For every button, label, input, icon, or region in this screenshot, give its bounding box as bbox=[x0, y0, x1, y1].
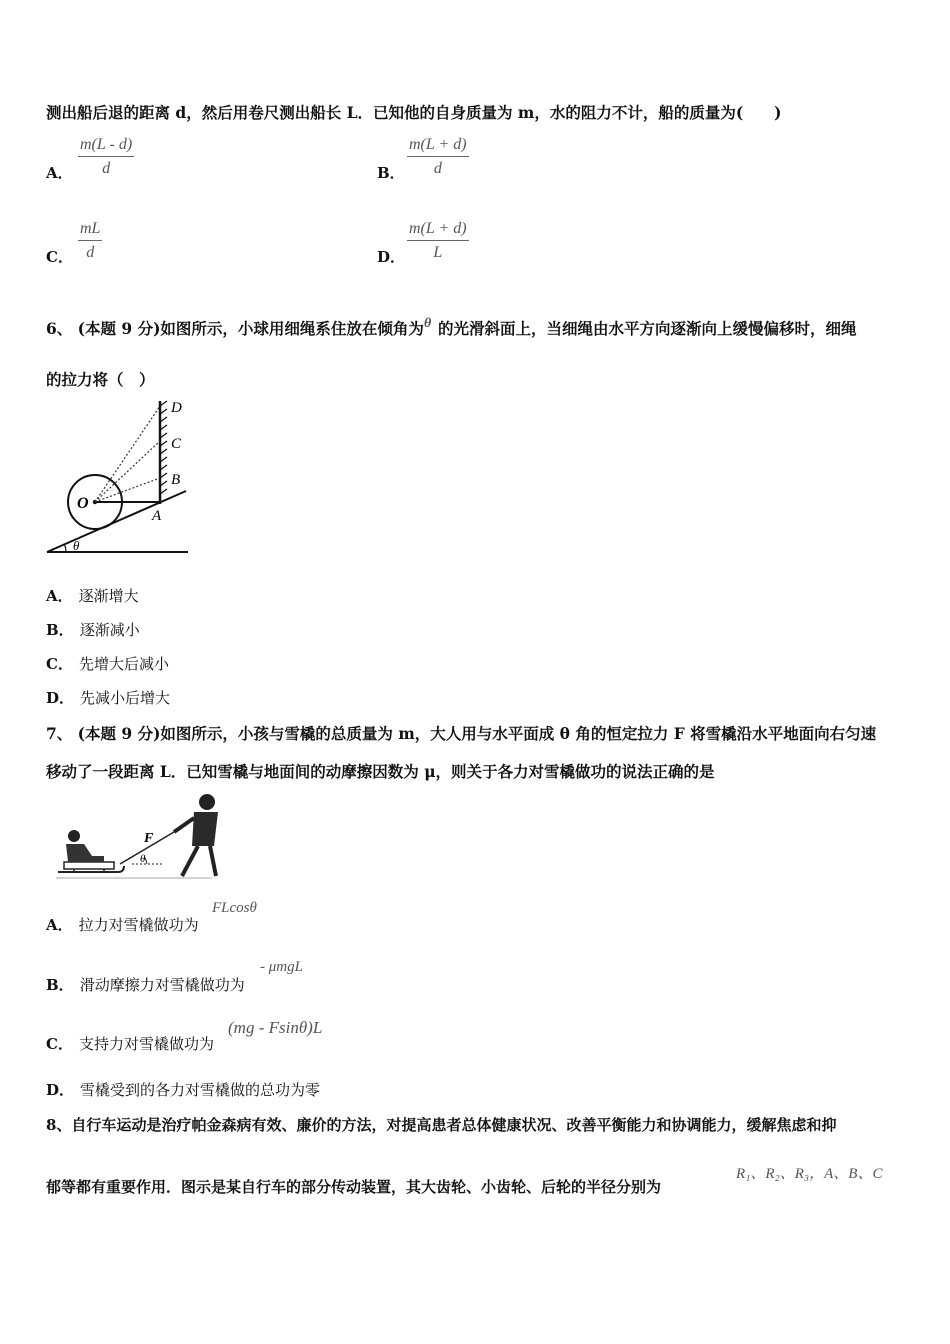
q5-option-c-label: C． bbox=[46, 248, 73, 266]
q5-option-a-fraction bbox=[78, 136, 134, 178]
q5-option-c-denominator: d bbox=[86, 244, 95, 261]
q5-option-b-fraction bbox=[407, 136, 469, 178]
q6-option-c-text: 先增大后减小 bbox=[78, 655, 169, 673]
q6-option-b-text: 逐渐减小 bbox=[79, 621, 140, 639]
q6-option-d-label: D． bbox=[46, 689, 75, 707]
q6-option-a-text: 逐渐增大 bbox=[78, 587, 139, 605]
q7-stem-line2: 移动了一段距离 L．已知雪橇与地面间的动摩擦因数为 μ，则关于各力对雪橇做功的说法正确的是 bbox=[46, 762, 715, 781]
q6-option-d bbox=[46, 687, 170, 708]
q7-label-f: F bbox=[144, 831, 154, 846]
q6-stem-post: 的光滑斜面上，当细绳由水平方向逐渐向上缓慢偏移时，细绳 bbox=[437, 319, 857, 338]
q7-option-d bbox=[46, 1079, 320, 1100]
q6-stem-pre: 6、 (本题 9 分)如图所示，小球用细绳系住放在倾角为 bbox=[46, 319, 424, 338]
q5-option-b-label: B． bbox=[377, 164, 405, 182]
q6-label-o: O bbox=[77, 495, 89, 512]
q7-option-c bbox=[46, 1033, 214, 1054]
q7-option-a-math: FLcosθ bbox=[212, 900, 257, 916]
q7-option-b-math: - μmgL bbox=[260, 959, 303, 975]
q7-option-a-label: A． bbox=[46, 916, 73, 934]
q7-option-c-text: 支持力对雪橇做功为 bbox=[78, 1035, 214, 1053]
q6-label-theta: θ bbox=[73, 538, 80, 553]
q6-label-a: A bbox=[152, 508, 162, 524]
q6-theta: θ bbox=[423, 316, 432, 331]
q6-option-a-label: A． bbox=[46, 587, 73, 605]
q7-label-theta: θ bbox=[140, 853, 146, 865]
q5-option-a-label: A． bbox=[46, 164, 73, 182]
q7-option-a bbox=[46, 914, 199, 935]
q6-stem-line2: 的拉力将（ ） bbox=[46, 370, 155, 389]
q5-option-b-denominator: d bbox=[433, 160, 442, 177]
q7-option-b-text: 滑动摩擦力对雪橇做功为 bbox=[79, 976, 245, 994]
q5-option-d-numerator: m(L + d) bbox=[407, 220, 469, 241]
q5-option-c-fraction bbox=[78, 220, 102, 262]
q7-option-d-text: 雪橇受到的各力对雪橇做的总功为零 bbox=[80, 1081, 321, 1099]
q6-label-c: C bbox=[171, 436, 182, 452]
q7-option-c-math: (mg - Fsinθ)L bbox=[228, 1018, 323, 1037]
q8-stem-line2: 郁等都有重要作用．图示是某自行车的部分传动装置，其大齿轮、小齿轮、后轮的半径分别为 bbox=[46, 1178, 662, 1196]
q6-stem-line1 bbox=[46, 317, 856, 339]
q6-option-b-label: B． bbox=[46, 621, 74, 639]
q6-label-d: D bbox=[171, 400, 182, 416]
q5-stem: 测出船后退的距离 d，然后用卷尺测出船长 L．已知他的自身质量为 m，水的阻力不计，船的质量为( ) bbox=[46, 103, 782, 122]
q6-option-d-text: 先减小后增大 bbox=[80, 689, 171, 707]
q7-stem-line1: 7、 (本题 9 分)如图所示，小孩与雪橇的总质量为 m，大人用与水平面成 θ 角的恒定拉力 F 将雪橇沿水平地面向右匀速 bbox=[46, 724, 877, 743]
q7-figure bbox=[52, 790, 222, 886]
q5-option-b-numerator: m(L + d) bbox=[407, 136, 469, 157]
q8-stem-math: R₁、R₂、R₃，A、B、C bbox=[736, 1166, 883, 1182]
q5-option-d-fraction bbox=[407, 220, 469, 262]
q6-option-a bbox=[46, 585, 139, 606]
q5-option-c-numerator: mL bbox=[78, 220, 102, 241]
q7-option-a-text: 拉力对雪橇做功为 bbox=[78, 916, 199, 934]
q7-option-c-label: C． bbox=[46, 1035, 73, 1053]
q6-option-b bbox=[46, 619, 140, 640]
q7-option-d-label: D． bbox=[46, 1081, 75, 1099]
q5-option-a-numerator: m(L - d) bbox=[78, 136, 134, 157]
q5-option-a-denominator: d bbox=[102, 160, 111, 177]
q5-option-d-label: D． bbox=[377, 248, 406, 266]
q6-option-c-label: C． bbox=[46, 655, 73, 673]
q6-label-b: B bbox=[171, 472, 181, 488]
q7-option-b bbox=[46, 974, 245, 995]
q5-option-d-denominator: L bbox=[433, 244, 443, 261]
q6-figure bbox=[44, 396, 192, 558]
q8-stem-line1: 8、自行车运动是治疗帕金森病有效、廉价的方法，对提高患者总体健康状况、改善平衡能力和协调能力，缓解焦虑和抑 bbox=[46, 1116, 837, 1134]
q6-option-c bbox=[46, 653, 169, 674]
q7-option-b-label: B． bbox=[46, 976, 74, 994]
